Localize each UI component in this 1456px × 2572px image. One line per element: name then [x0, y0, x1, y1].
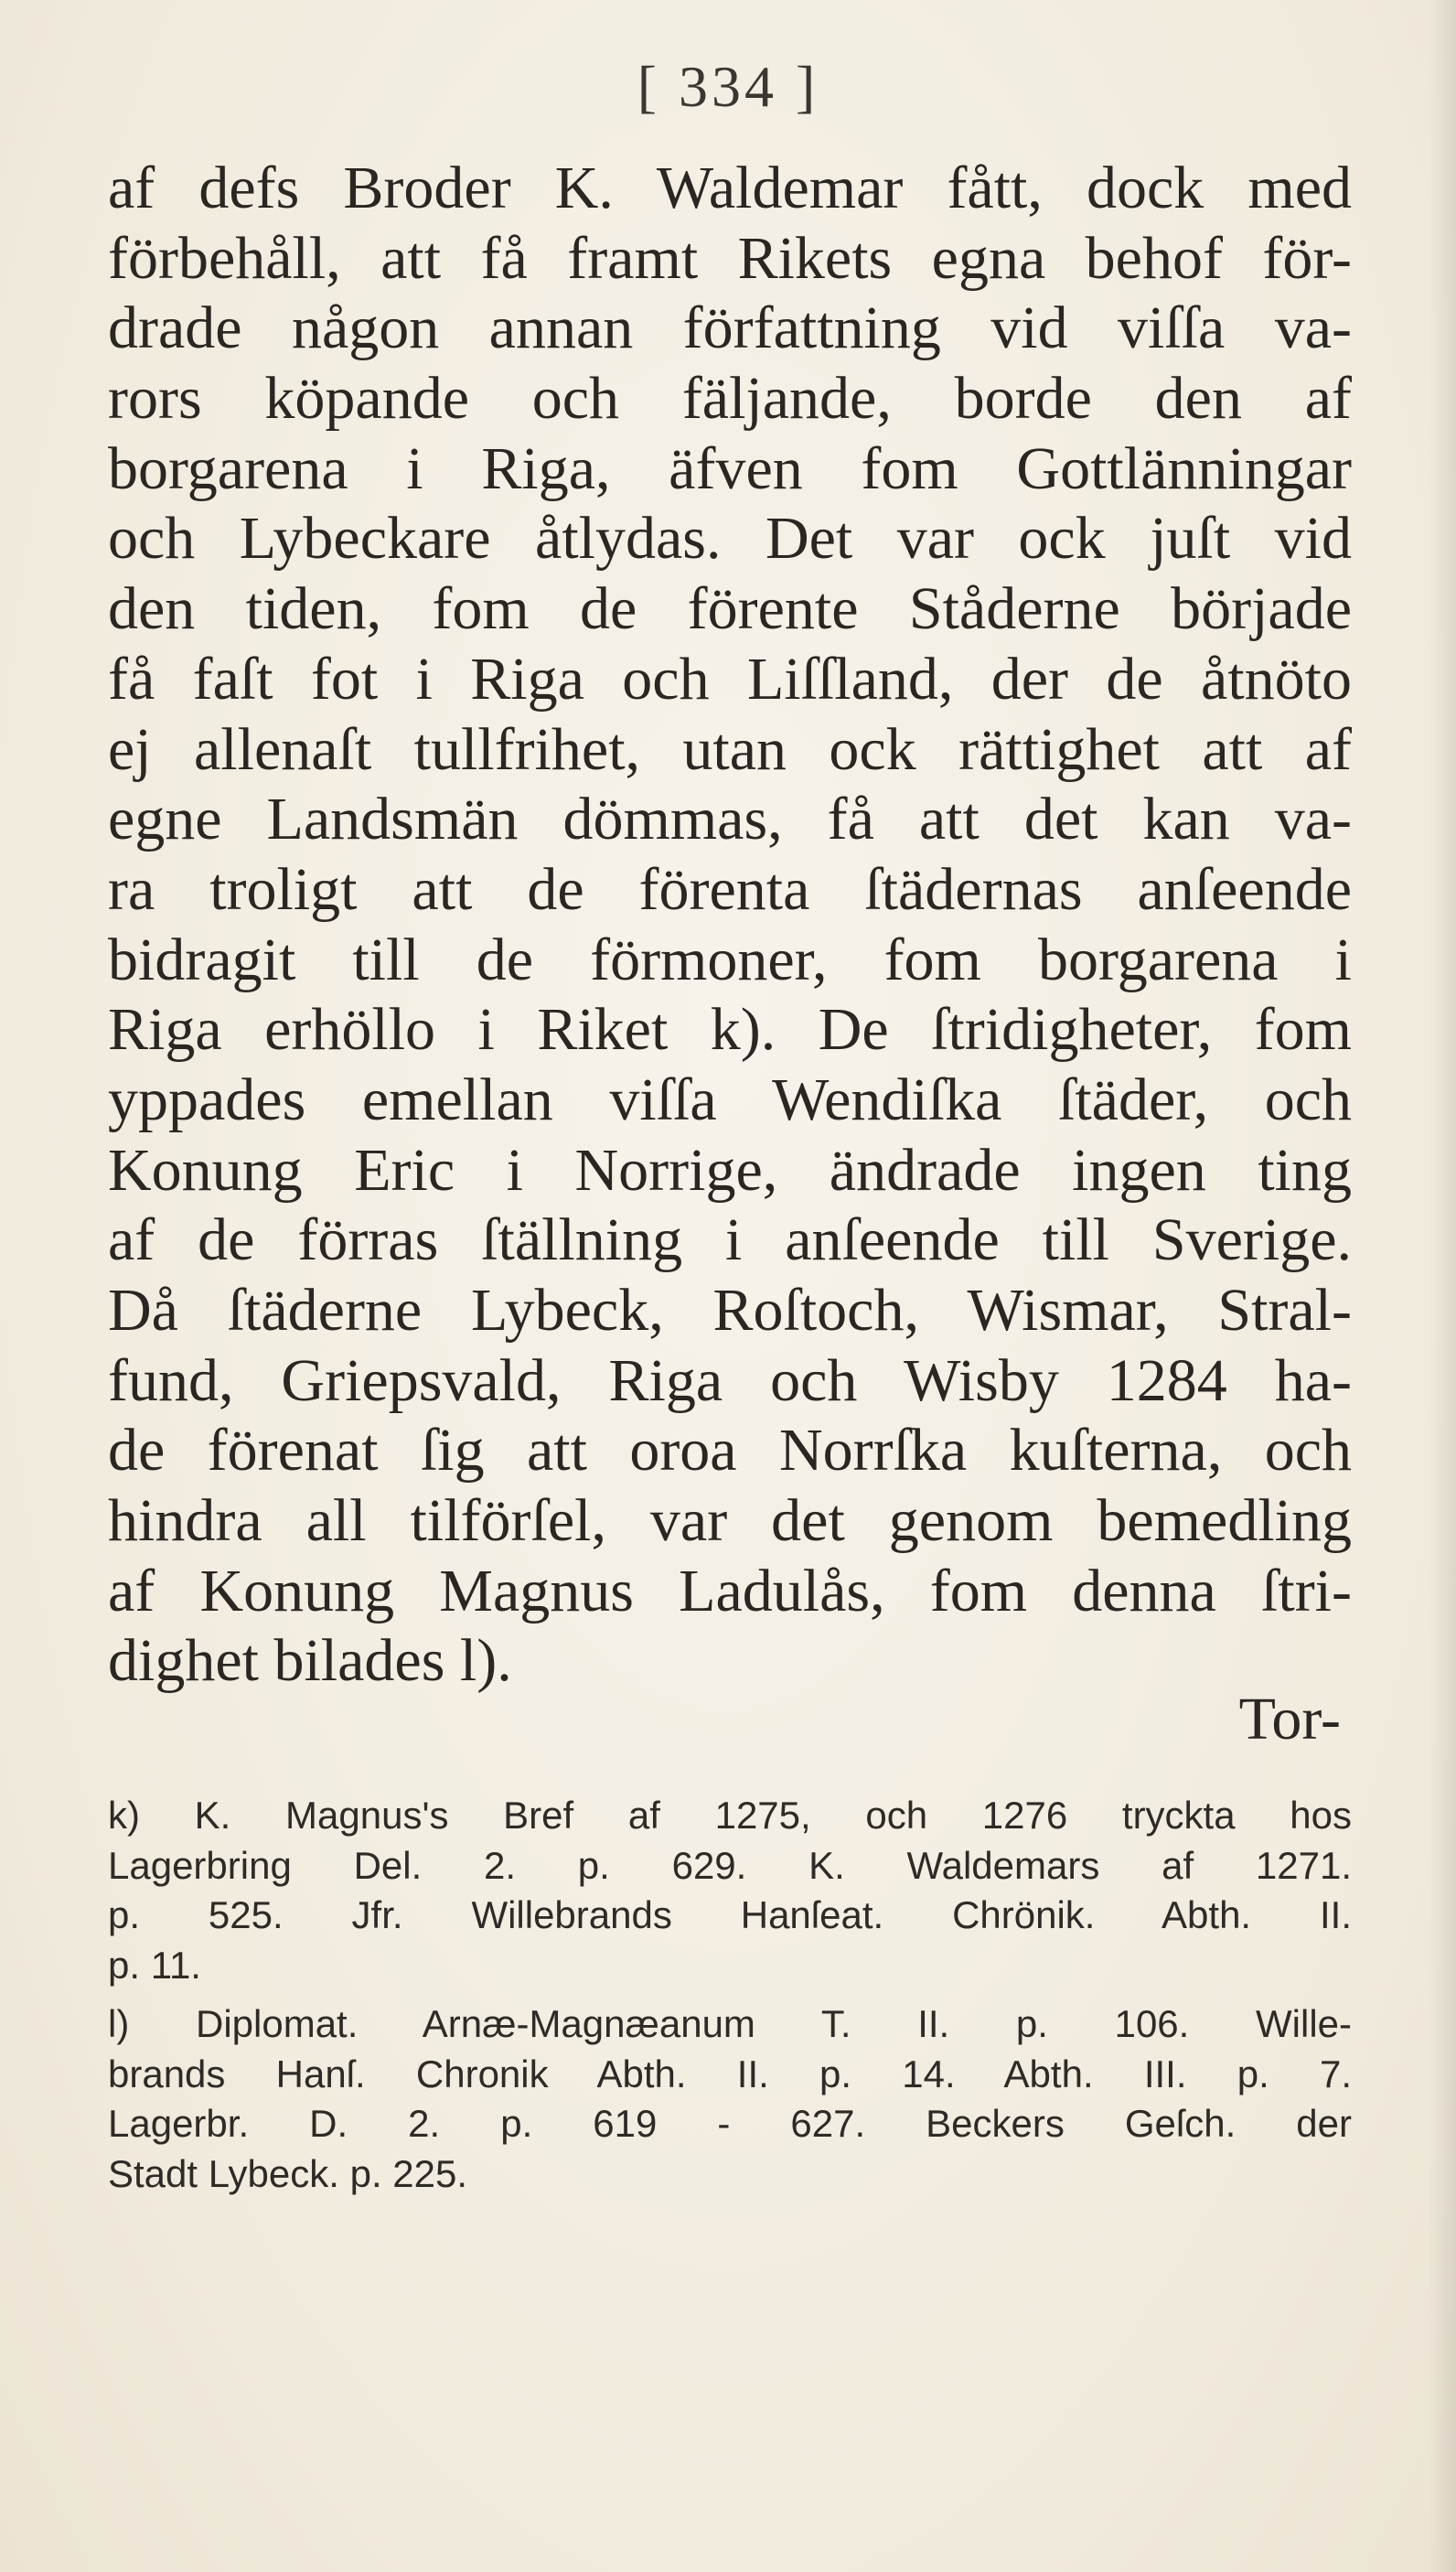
footnote-k [108, 1791, 1352, 1990]
body-line: rors köpande och fäljande, borde den af [108, 365, 1352, 433]
footnote-line: Lagerbring Del. 2. p. 629. K. Waldemars af 1271. [108, 1843, 1352, 1887]
body-line: förbehåll, att få framt Rikets egna behof för- [108, 224, 1352, 292]
footnote-l [108, 1999, 1352, 2199]
body-line: fund, Griepsvald, Riga och Wisby 1284 ha- [108, 1346, 1352, 1414]
footnote-line: l) Diplomat. Arnæ-Magnæanum T. II. p. 106. Wille- [108, 2002, 1352, 2045]
page-number: [ 334 ] [637, 54, 819, 119]
body-line: Konung Eric i Norrige, ändrade ingen ting [108, 1136, 1352, 1204]
body-line: dighet bilades l). [108, 1627, 512, 1695]
body-line: de förenat ſig att oroa Norrſka kuſterna, och [108, 1417, 1352, 1484]
body-text [108, 154, 1352, 1697]
footnote-line: brands Hanſ. Chronik Abth. II. p. 14. Abth. III. p. 7. [108, 2052, 1352, 2095]
body-line: ra troligt att de förenta ſtädernas anſeende [108, 855, 1352, 923]
footnote-line: p. 11. [108, 1943, 201, 1987]
body-line: borgarena i Riga, äfven fom Gottlänningar [108, 434, 1352, 502]
body-line: yppades emellan viſſa Wendiſka ſtäder, och [108, 1066, 1352, 1133]
body-line: drade någon annan författning vid viſſa va- [108, 295, 1352, 362]
catchword: Tor- [1238, 1686, 1341, 1752]
page-edge-shadow [1429, 0, 1456, 2572]
body-line: Riga erhöllo i Riket k). De ſtridigheter, fom [108, 996, 1352, 1064]
footnotes [108, 1791, 1352, 2199]
body-line: hindra all tilförſel, var det genom bemedling [108, 1487, 1352, 1555]
body-line: Då ſtäderne Lybeck, Roſtoch, Wismar, Stral- [108, 1277, 1352, 1344]
footnote-line: Stadt Lybeck. p. 225. [108, 2151, 468, 2195]
footnote-line: p. 525. Jfr. Willebrands Hanſeat. Chrönik. Abth. II. [108, 1893, 1352, 1936]
body-line: ej allenaſt tullfrihet, utan ock rättighet att af [108, 715, 1352, 783]
body-line: den tiden, fom de förente Ståderne började [108, 575, 1352, 643]
body-line: egne Landsmän dömmas, få att det kan va- [108, 786, 1352, 853]
body-line: få faſt fot i Riga och Liſſland, der de åtnöto [108, 645, 1352, 713]
footnote-spacer [108, 1990, 1352, 1999]
body-line: af de förras ſtällning i anſeende till Sverige. [108, 1206, 1352, 1274]
footnote-line: Lagerbr. D. 2. p. 619 - 627. Beckers Geſch. der [108, 2102, 1352, 2145]
body-line: af defs Broder K. Waldemar fått, dock med [108, 155, 1352, 221]
footnote-line: k) K. Magnus's Bref af 1275, och 1276 tryckta hos [108, 1794, 1352, 1837]
body-line: bidragit till de förmoner, fom borgarena i [108, 926, 1352, 993]
body-line: af Konung Magnus Ladulås, fom denna ſtri- [108, 1557, 1352, 1624]
body-line: och Lybeckare åtlydas. Det var ock juſt vid [108, 505, 1352, 573]
